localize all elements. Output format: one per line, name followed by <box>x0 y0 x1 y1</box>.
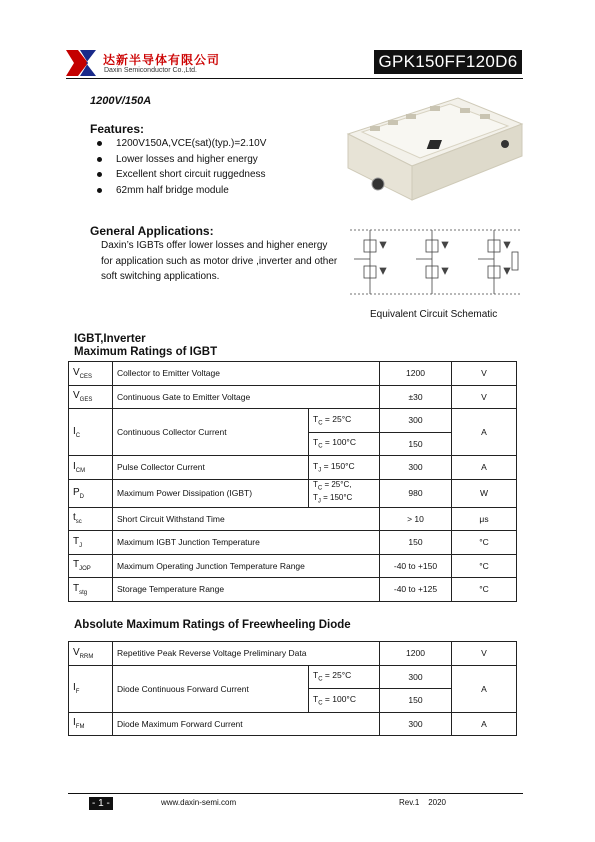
table-row <box>69 642 517 666</box>
voltage-current-rating: 1200V/150A <box>90 95 152 107</box>
table-row <box>69 712 517 736</box>
value: -40 to +125 <box>380 578 452 602</box>
description: Maximum Operating Junction Temperature Range <box>113 554 380 578</box>
half-bridge-2 <box>416 230 448 294</box>
description: Storage Temperature Range <box>113 578 380 602</box>
description: Short Circuit Withstand Time <box>113 507 380 531</box>
unit: °C <box>452 578 517 602</box>
igbt-ratings-title: Maximum Ratings of IGBT <box>74 346 218 358</box>
igbt-section-title: IGBT,Inverter <box>74 333 146 345</box>
feature-item: Lower losses and higher energy <box>97 152 266 168</box>
symbol: $T_J$ <box>69 531 113 555</box>
symbol: $P_D$ <box>69 479 113 507</box>
bullet-icon <box>97 157 102 162</box>
table-row <box>69 385 517 409</box>
feature-item: 1200V150A,VCE(sat)(typ.)=2.10V <box>97 136 266 152</box>
value: 150 <box>380 432 452 456</box>
description: Diode Maximum Forward Current <box>113 712 380 736</box>
symbol: $V_{RRM}$ <box>69 642 113 666</box>
table-row <box>69 554 517 578</box>
condition: $T_C = 100^\circ C$ <box>309 689 380 713</box>
condition: $T_C = 25^\circ C$ <box>309 409 380 433</box>
description: Maximum IGBT Junction Temperature <box>113 531 380 555</box>
half-bridge-1 <box>354 230 386 294</box>
unit: V <box>452 642 517 666</box>
description: Continuous Gate to Emitter Voltage <box>113 385 380 409</box>
description: Repetitive Peak Reverse Voltage Preliminary Data <box>113 642 380 666</box>
table-row <box>69 578 517 602</box>
table-row <box>69 665 517 689</box>
value: 300 <box>380 456 452 480</box>
symbol: $V_{CES}$ <box>69 362 113 386</box>
page-number: - 1 - <box>89 797 113 810</box>
part-number: GPK150FF120D6 <box>374 50 522 74</box>
value: -40 to +150 <box>380 554 452 578</box>
description: Collector to Emitter Voltage <box>113 362 380 386</box>
table-row <box>69 507 517 531</box>
symbol: $I_F$ <box>69 665 113 712</box>
value: 150 <box>380 689 452 713</box>
header-divider <box>66 78 523 79</box>
condition: $T_C = 100^\circ C$ <box>309 432 380 456</box>
condition: $T_C = 25^\circ C$ <box>309 665 380 689</box>
symbol: $T_{stg}$ <box>69 578 113 602</box>
footer-divider <box>68 793 523 794</box>
equivalent-circuit-schematic <box>350 226 524 298</box>
unit: °C <box>452 554 517 578</box>
value: 150 <box>380 531 452 555</box>
symbol: $I_{CM}$ <box>69 456 113 480</box>
unit: V <box>452 362 517 386</box>
table-row <box>69 362 517 386</box>
condition: $T_J = 150^\circ C$ <box>309 456 380 480</box>
features-title: Features: <box>90 122 145 136</box>
website-url[interactable]: www.daxin-semi.com <box>161 798 237 807</box>
bullet-icon <box>97 172 102 177</box>
table-row <box>69 409 517 433</box>
unit: W <box>452 479 517 507</box>
unit: A <box>452 665 517 712</box>
igbt-ratings-table <box>68 361 517 602</box>
unit: V <box>452 385 517 409</box>
applications-title: General Applications: <box>90 224 214 238</box>
table-row <box>69 456 517 480</box>
value: 300 <box>380 409 452 433</box>
feature-item: Excellent short circuit ruggedness <box>97 167 266 183</box>
unit: °C <box>452 531 517 555</box>
unit: A <box>452 456 517 480</box>
company-name-cn: 达新半导体有限公司 <box>103 53 221 67</box>
description: Diode Continuous Forward Current <box>113 665 309 712</box>
value: 1200 <box>380 642 452 666</box>
symbol: $t_{sc}$ <box>69 507 113 531</box>
value: ±30 <box>380 385 452 409</box>
diode-ratings-table <box>68 641 517 736</box>
table-row <box>69 479 517 507</box>
symbol: $I_{FM}$ <box>69 712 113 736</box>
bullet-icon <box>97 141 102 146</box>
condition: $T_C = 25^\circ C$, $T_J = 150^\circ C$ <box>309 479 380 507</box>
unit: A <box>452 712 517 736</box>
unit: μs <box>452 507 517 531</box>
company-logo-icon <box>66 50 96 76</box>
applications-text: Daxin’s IGBTs offer lower losses and higher energy for application such as motor drive ,inverter and other soft switching applications. <box>101 240 338 282</box>
diode-ratings-title: Absolute Maximum Ratings of Freewheeling Diode <box>74 619 351 631</box>
symbol: $V_{GES}$ <box>69 385 113 409</box>
value: > 10 <box>380 507 452 531</box>
symbol: $I_C$ <box>69 409 113 456</box>
schematic-caption: Equivalent Circuit Schematic <box>370 309 498 320</box>
features-list <box>97 136 266 198</box>
description: Continuous Collector Current <box>113 409 309 456</box>
bullet-icon <box>97 188 102 193</box>
value: 300 <box>380 712 452 736</box>
unit: A <box>452 409 517 456</box>
value: 300 <box>380 665 452 689</box>
product-photo <box>340 96 530 216</box>
company-name-en: Daxin Semiconductor Co.,Ltd. <box>104 67 197 74</box>
description: Pulse Collector Current <box>113 456 309 480</box>
value: 980 <box>380 479 452 507</box>
symbol: $T_{JOP}$ <box>69 554 113 578</box>
revision: Rev.1 2020 <box>399 798 446 807</box>
table-row <box>69 531 517 555</box>
description: Maximum Power Dissipation (IGBT) <box>113 479 309 507</box>
value: 1200 <box>380 362 452 386</box>
feature-item: 62mm half bridge module <box>97 183 266 199</box>
half-bridge-3 <box>478 230 510 294</box>
